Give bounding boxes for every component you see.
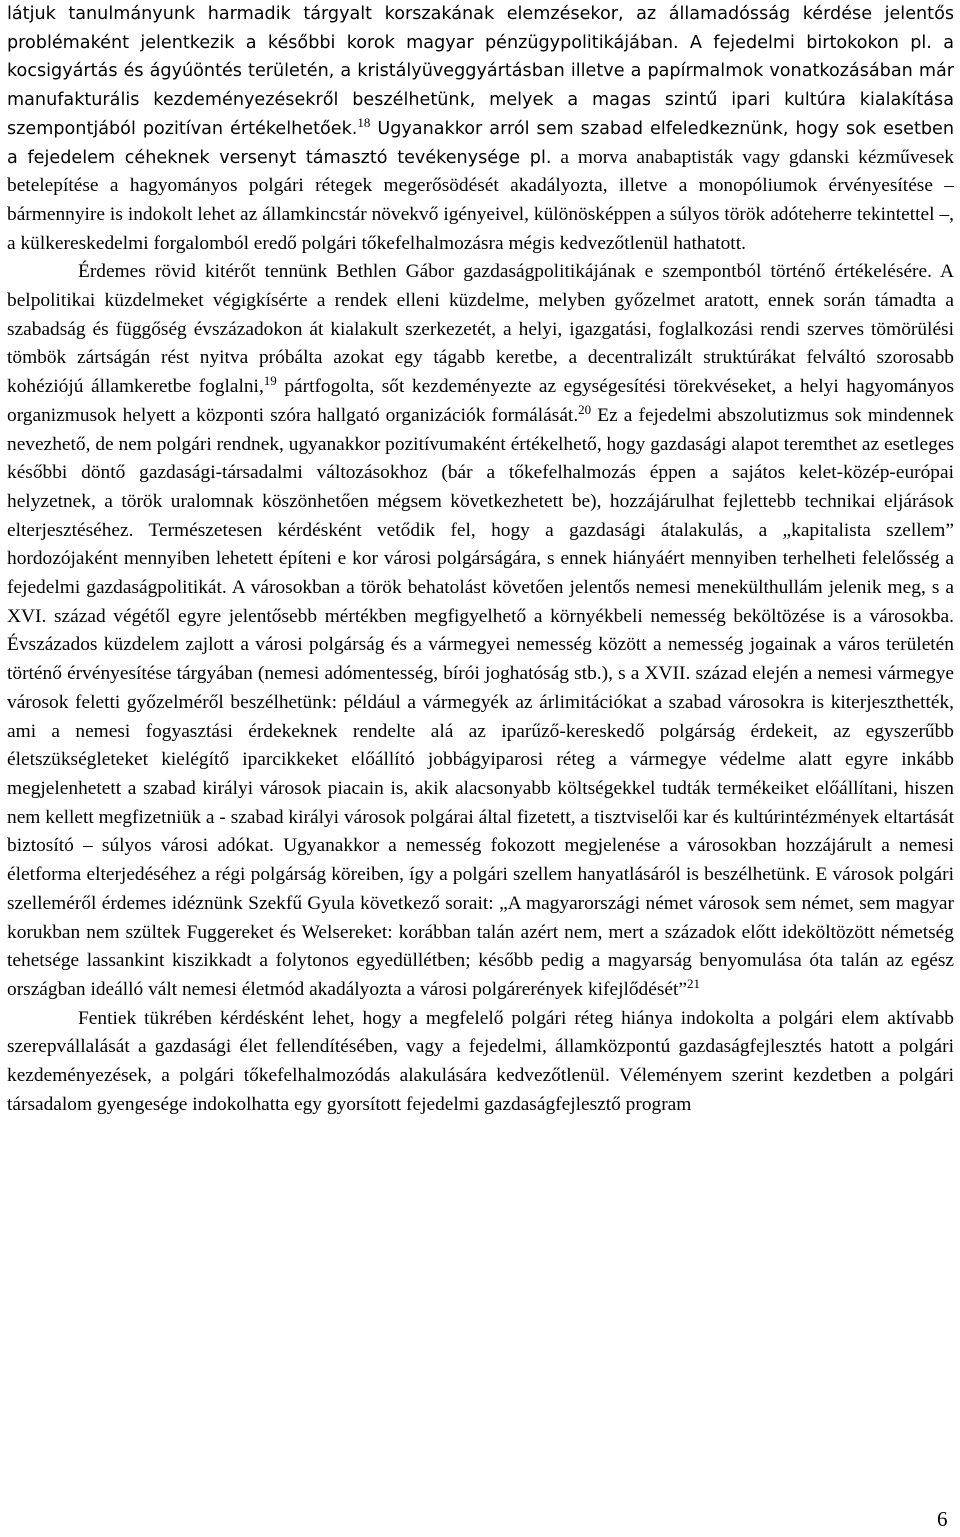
paragraph-1-text-b: Ugyanakkor arról sem szabad elfeledkeznünk, hogy sok esetben a fejedelem céheknek versenyt támasztó tevékenysége pl. <box>7 118 954 168</box>
document-page <box>7 0 954 1119</box>
footnote-ref-20[interactable]: 20 <box>578 401 592 417</box>
paragraph-1 <box>7 0 954 258</box>
paragraph-2-text-c: Ez a fejedelmi abszolutizmus sok mindennek nevezhető, de nem polgári rendnek, ugyanakkor pozitívumaként értékelhető, hogy gazdasági alapot teremthet az esetleges későbbi döntő gazdasági-társadalmi változásokhoz (bár a tőkefelhalmozás éppen a sajátos kelet-közép-európai helyzetnek, a török uralomnak köszönhetően mégsem következhetett be), hozzájárulhat fejlettebb technikai eljárások elterjesztéséhez. Természetesen kérdésként vetődik fel, hogy a gazdasági átalakulás, a „kapitalista szellem” hordozójaként mennyiben lehetett építeni e kor városi polgárságára, s ennek hiányáért mennyiben terhelheti felelősség a fejedelmi gazdaságpolitikát. A városokban a török behatolást követően jelentős nemesi menekülthullám jelenik meg, s a XVI. század végétől egyre jelentősebb mértékben megfigyelhető a környékbeli nemesség beköltözése is a városokba. Évszázados küzdelem zajlott a városi polgárság és a vármegyei nemesség között a nemesség jogainak a város területén történő érvényesítése tárgyában (nemesi adómentesség, bírói joghatóság stb.), s a XVII. század elején a nemesi vármegye városok feletti győzelméről beszélhetünk: például a vármegyék az árlimitációkat a szabad városokra is kiterjeszthették, ami a nemesi fogyasztási érdekeknek rendelte alá az iparűző-kereskedő polgárság érdekeit, az egyszerűbb életszükségleteket kielégítő iparcikkeket előállító jobbágyiparosi réteg a vármegye védelme alatt egyre inkább megjelenhetett a szabad királyi városok piacain is, akik alacsonyabb költségekkel tudták termékeiket előállítani, hiszen nem kellett megfizetniük a - szabad királyi városok polgárai által fizetett, a tisztviselői kar és kultúrintézmények eltartását biztosító – súlyos városi adókat. Ugyanakkor a nemesség fokozott megjelenése a városokban hozzájárult a nemesi életforma elterjedéséhez a régi polgárság köreiben, így a polgári szellem hanyatlásáról is beszélhetünk. E városok polgári szelleméről érdemes idéznünk Szekfű Gyula következő sorait: „A magyarországi német városok sem német, sem magyar korukban nem szültek Fuggereket és Welsereket: korábban talán azért nem, mert a századok előtt ideköltözött németség tehetsége lassankint kiszikkadt a folytonos egyedüllétben; később pedig a magyarság benyomulása óta talán az egész országban ideálló vált nemesi életmód akadályozta a városi polgárerények kifejlődését” <box>7 404 954 1000</box>
footnote-ref-19[interactable]: 19 <box>263 373 277 388</box>
paragraph-3-text: Fentiek tükrében kérdésként lehet, hogy a megfelelő polgári réteg hiánya indokolta a polgári elem aktívabb szerepvállalását a gazdasági élet fellendítésében, vagy a fejedelmi, államközpontú gazdaságfejlesztés hatott a polgári kezdeményezések, a polgári tőkefelhalmozódás alakulására kedvezőtlenül. Véleményem szerint kezdetben a polgári társadalom gyengesége indokolhatta egy gyorsított fejedelmi gazdaságfejlesztő program <box>7 1007 954 1115</box>
page-number: 6 <box>937 1507 948 1531</box>
footnote-ref-21[interactable]: 21 <box>687 975 701 991</box>
paragraph-2 <box>7 258 954 1004</box>
paragraph-1-text-a: látjuk tanulmányunk harmadik tárgyalt korszakának elemzésekor, az államadósság kérdése jelentős problémaként jelentkezik a későbbi korok magyar pénzügypolitikájában. A fejedelmi birtokokon pl. a kocsigyártás és ágyúöntés területén, a kristályüveggyártásban illetve a papírmalmok vonatkozásában már manufakturális kezdeményezésekről beszélhetünk, melyek a magas szintű ipari kultúra kialakítása szempontjából pozitívan értékelhetőek. <box>7 4 954 139</box>
footnote-ref-18[interactable]: 18 <box>357 114 371 130</box>
paragraph-3 <box>7 1005 954 1120</box>
paragraph-2-text-a: Érdemes rövid kitérőt tennünk Bethlen Gábor gazdaságpolitikájának e szempontból történő értékelésére. A belpolitikai küzdelmeket végigkísérte a rendek elleni küzdelme, melyben győzelmet aratott, ennek során támadta a szabadság és függőség évszázadokon át kialakult szerkezetét, a helyi, igazgatási, foglalkozási rendi szerves tömörülési tömbök zártságán rést nyitva próbálta azokat egy tágabb keretbe, a decentralizált struktúrákat felváltó szorosabb kohéziójú államkeretbe foglalni, <box>7 261 954 398</box>
paragraph-2-text-b: pártfogolta, sőt kezdeményezte az egységesítési törekvéseket, a helyi hagyományos organizmusok helyett a központi szóra hallgató organizációk formálását. <box>7 376 954 426</box>
paragraph-1-text-c: a morva anabaptisták vagy gdanski kézművesek betelepítése a hagyományos polgári rétegek megerősödését akadályozta, illetve a monopóliumok érvényesítése – bármennyire is indokolt lehet az államkincstár növekvő igényeivel, különösképpen a súlyos török adóteherre tekintettel –, a külkereskedelmi forgalomból eredő polgári tőkefelhalmozásra mégis kedvezőtlenül hathatott. <box>7 146 955 254</box>
